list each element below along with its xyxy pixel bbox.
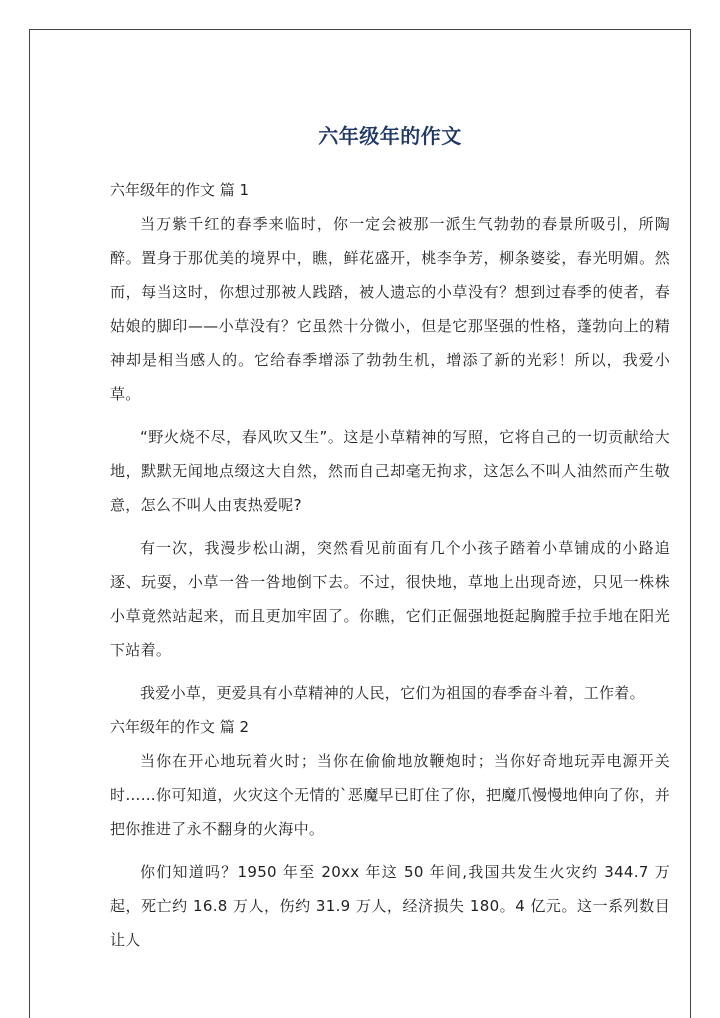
- paragraph: 有一次，我漫步松山湖，突然看见前面有几个小孩子踏着小草铺成的小路追逐、玩耍，小草一咎一咎地倒下去。不过，很快地，草地上出现奇迹，只见一株株小草竟然站起来，而且更加牢固了。你瞧，它们正倔强地挺起胸膛手拉手地在阳光下站着。: [110, 539, 670, 659]
- document-page: [29, 29, 691, 1018]
- section-heading: 六年级年的作文 篇 1: [110, 181, 250, 199]
- paragraph: 当万紫千红的春季来临时，你一定会被那一派生气勃勃的春景所吸引，所陶醉。置身于那优美的境界中，瞧，鲜花盛开，桃李争芳，柳条婆娑，春光明媚。然而，每当这时，你想过那被人践踏，被人遗忘的小草没有？想到过春季的使者，春姑娘的脚印——小草没有？它虽然十分微小，但是它那坚强的性格，蓬勃向上的精神却是相当感人的。它给春季增添了勃勃生机，增添了新的光彩！所以，我爱小草。: [110, 215, 670, 403]
- section-2: [110, 710, 670, 957]
- document-body: [110, 120, 670, 957]
- paragraph: “野火烧不尽，春风吹又生”。这是小草精神的写照，它将自己的一切贡献给大地，默默无闻地点缀这大自然，然而自己却毫无拘求，这怎么不叫人油然而产生敬意，怎么不叫人由衷热爱呢?: [110, 428, 670, 514]
- paragraph: 你们知道吗？1950 年至 20xx 年这 50 年间,我国共发生火灾约 344.7 万起，死亡约 16.8 万人，伤约 31.9 万人，经济损失 180。4 亿元。这一系列数目让人: [110, 863, 670, 949]
- document-title: 六年级年的作文: [318, 124, 462, 148]
- section-1: [110, 173, 670, 710]
- paragraph: 我爱小草，更爱具有小草精神的人民，它们为祖国的春季奋斗着，工作着。: [140, 684, 645, 702]
- section-heading: 六年级年的作文 篇 2: [110, 718, 250, 736]
- paragraph: 当你在开心地玩着火时；当你在偷偷地放鞭炮时；当你好奇地玩弄电源开关时……你可知道，火灾这个无情的`恶魔早已盯住了你，把魔爪慢慢地伸向了你，并把你推进了永不翻身的火海中。: [110, 752, 670, 838]
